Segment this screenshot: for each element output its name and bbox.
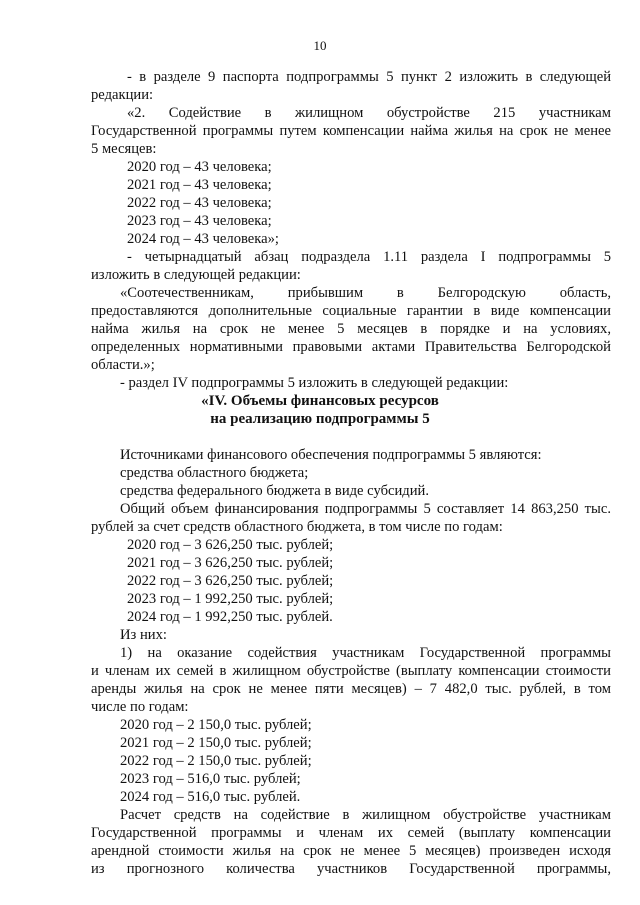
section-heading: на реализацию подпрограммы 5 xyxy=(210,411,430,427)
text-line: определенных нормативными правовыми актами Правительства Белгородской xyxy=(91,339,611,355)
text-line: изложить в следующей редакции: xyxy=(91,267,301,283)
text-line: 2021 год – 3 626,250 тыс. рублей; xyxy=(127,555,334,571)
text-line: 5 месяцев: xyxy=(91,141,157,157)
text-line: Из них: xyxy=(120,627,167,643)
text-line: «Соотечественникам, прибывшим в Белгородскую область, xyxy=(120,285,611,301)
text-line: арендной стоимости жилья на срок не менее 5 месяцев) произведен исходя xyxy=(91,843,611,859)
text-line: 2024 год – 43 человека»; xyxy=(127,231,279,247)
page-number: 10 xyxy=(313,38,327,53)
text-line: редакции: xyxy=(91,87,154,103)
text-line: из прогнозного количества участников Государственной программы, xyxy=(91,861,611,877)
text-line: Расчет средств на содействие в жилищном обустройстве участникам xyxy=(120,807,611,823)
text-line: аренды жилья на срок не менее пяти месяцев) – 7 482,0 тыс. рублей, в том xyxy=(91,681,611,697)
text-line: 2024 год – 1 992,250 тыс. рублей. xyxy=(127,609,333,625)
text-line: 2022 год – 43 человека; xyxy=(127,195,272,211)
text-line: области.»; xyxy=(91,357,155,373)
text-line: Государственной программы путем компенсации найма жилья на срок не менее xyxy=(91,123,611,139)
text-line: рублей за счет средств областного бюджета, в том числе по годам: xyxy=(91,519,503,535)
text-line: 2021 год – 43 человека; xyxy=(127,177,272,193)
text-line: Источниками финансового обеспечения подпрограммы 5 являются: xyxy=(120,447,542,463)
section-heading: «IV. Объемы финансовых ресурсов xyxy=(201,393,439,409)
text-line: - раздел IV подпрограммы 5 изложить в следующей редакции: xyxy=(120,375,509,391)
text-line: средства областного бюджета; xyxy=(120,465,309,481)
text-line: 2024 год – 516,0 тыс. рублей. xyxy=(120,789,301,805)
text-line: 2022 год – 3 626,250 тыс. рублей; xyxy=(127,573,334,589)
text-line: «2. Содействие в жилищном обустройстве 215 участникам xyxy=(127,105,611,121)
text-line: Общий объем финансирования подпрограммы 5 составляет 14 863,250 тыс. xyxy=(120,501,611,517)
text-line: 2022 год – 2 150,0 тыс. рублей; xyxy=(120,753,312,769)
text-line: 2021 год – 2 150,0 тыс. рублей; xyxy=(120,735,312,751)
text-line: 2023 год – 43 человека; xyxy=(127,213,272,229)
text-line: Государственной программы и членам их семей (выплату компенсации xyxy=(91,825,611,841)
text-line: 2023 год – 516,0 тыс. рублей; xyxy=(120,771,301,787)
text-line: 2020 год – 3 626,250 тыс. рублей; xyxy=(127,537,334,553)
text-line: - в разделе 9 паспорта подпрограммы 5 пункт 2 изложить в следующей xyxy=(127,69,611,85)
text-line: 2023 год – 1 992,250 тыс. рублей; xyxy=(127,591,334,607)
text-line: 1) на оказание содействия участникам Государственной программы xyxy=(120,645,611,661)
text-line: 2020 год – 43 человека; xyxy=(127,159,272,175)
text-line: предоставляются дополнительные социальные гарантии в виде компенсации xyxy=(91,303,611,319)
text-line: - четырнадцатый абзац подраздела 1.11 раздела I подпрограммы 5 xyxy=(127,249,611,265)
text-line: числе по годам: xyxy=(91,699,189,715)
text-line: и членам их семей в жилищном обустройстве (выплату компенсации стоимости xyxy=(91,663,611,679)
text-line: 2020 год – 2 150,0 тыс. рублей; xyxy=(120,717,312,733)
text-line: средства федерального бюджета в виде субсидий. xyxy=(120,483,429,499)
text-line: найма жилья на срок не менее 5 месяцев в порядке и на условиях, xyxy=(91,321,611,337)
